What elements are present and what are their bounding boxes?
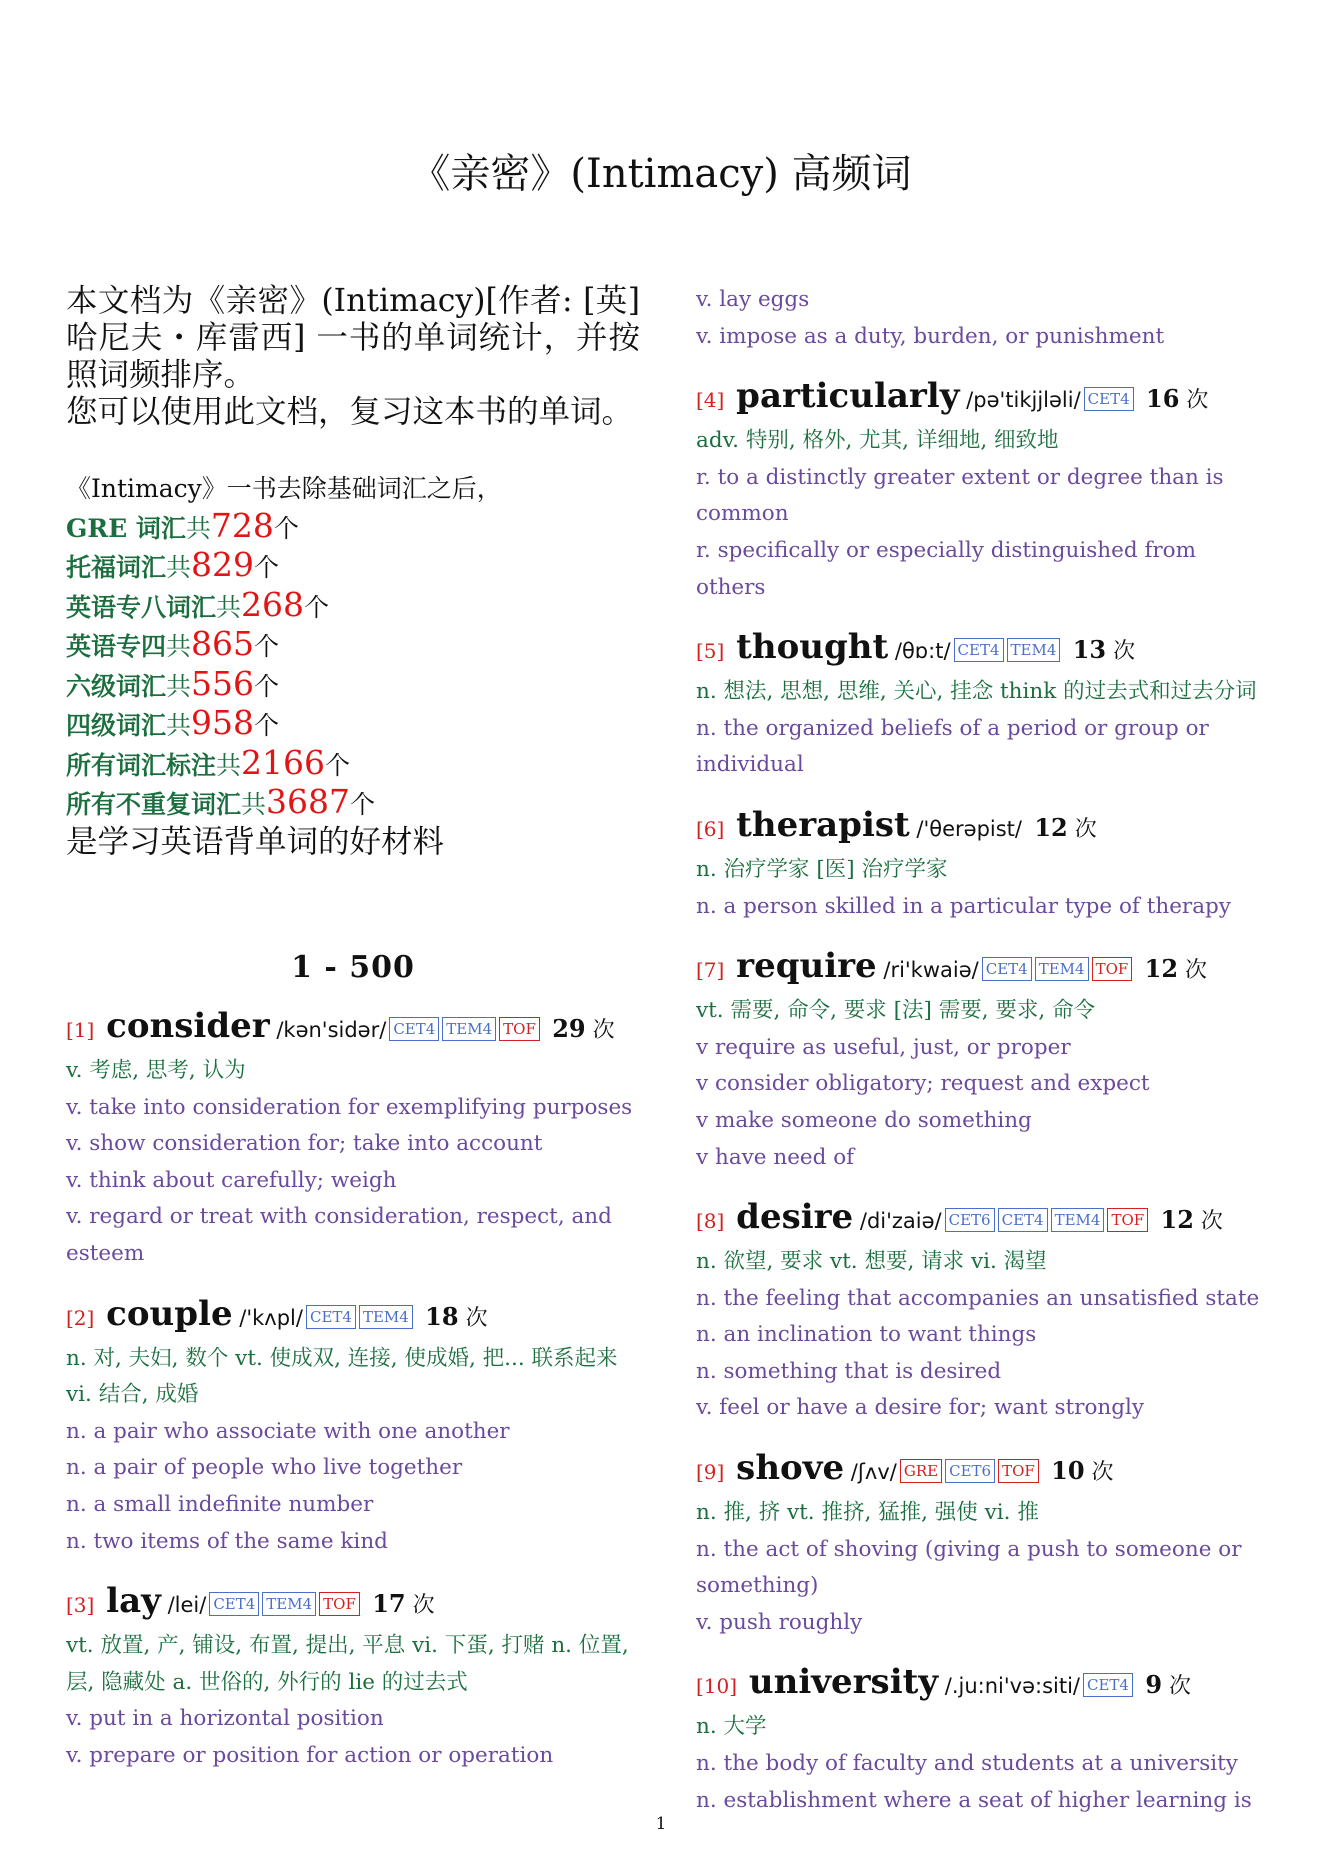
entry-word: therapist xyxy=(724,804,910,845)
entry-head xyxy=(696,1196,1270,1244)
definition-cn: vt. 放置, 产, 铺设, 布置, 提出, 平息 vi. 下蛋, 打赌 n. 位置, 层, 隐藏处 a. 世俗的, 外行的 lie 的过去式 xyxy=(66,1633,629,1695)
definition-cn: n. 治疗学家 [医] 治疗学家 xyxy=(696,856,948,882)
entry-word: desire xyxy=(724,1197,854,1238)
definition-cn: vt. 需要, 命令, 要求 [法] 需要, 要求, 命令 xyxy=(696,998,1096,1024)
entry-head xyxy=(696,375,1270,423)
stat-row xyxy=(66,663,640,706)
stat-unit: 个 xyxy=(304,592,330,622)
entry-index: [2] xyxy=(66,1305,95,1330)
definition-en: v consider obligatory; request and expect xyxy=(696,1071,1150,1097)
stats-conclusion: 是学习英语背单词的好材料 xyxy=(66,823,445,860)
exam-tag: CET4 xyxy=(1084,387,1134,411)
exam-tag: TOF xyxy=(998,1459,1039,1483)
stat-gong: 共 xyxy=(216,750,242,780)
intro xyxy=(66,283,640,431)
exam-tag: CET4 xyxy=(389,1017,439,1041)
exam-tag: TEM4 xyxy=(1035,957,1089,981)
entry-count: 18 xyxy=(416,1301,459,1331)
stat-count: 958 xyxy=(191,703,255,742)
stats-rows xyxy=(66,505,640,824)
entry-count: 29 xyxy=(543,1014,586,1043)
exam-tag: TEM4 xyxy=(262,1592,316,1616)
definition-en: v. lay eggs xyxy=(696,287,810,312)
entry-head xyxy=(66,1293,640,1341)
stat-label: 四级词汇 xyxy=(66,711,167,740)
exam-tag: TEM4 xyxy=(1007,638,1061,662)
exam-tag: CET4 xyxy=(209,1592,259,1616)
stat-count: 3687 xyxy=(266,782,351,821)
exam-tag: TEM4 xyxy=(359,1305,413,1329)
entry-head xyxy=(66,1580,640,1628)
entry-phonetic: /.ju:ni'və:siti/ xyxy=(938,1674,1080,1699)
exam-tag: GRE xyxy=(900,1459,942,1483)
entry-head xyxy=(696,1661,1270,1709)
definition-en: n. establishment where a seat of higher learning is xyxy=(696,1787,1252,1813)
entry-word: require xyxy=(724,946,877,987)
intro-line-1: 本文档为《亲密》(Intimacy)[作者: [英] 哈尼夫・库雷西] 一书的单词统计，并按照词频排序。 xyxy=(66,283,640,393)
entry-count: 12 xyxy=(1136,954,1179,984)
definition-en: v. put in a horizontal position xyxy=(66,1706,384,1732)
entry-count-unit: 次 xyxy=(405,1593,435,1619)
exam-tag: TEM4 xyxy=(1051,1208,1105,1232)
stat-unit: 个 xyxy=(254,553,280,582)
entry-count: 12 xyxy=(1025,812,1068,842)
definition-en: v. push roughly xyxy=(696,1609,863,1635)
definition-en: n. the body of faculty and students at a university xyxy=(696,1751,1238,1777)
exam-tag: CET4 xyxy=(998,1208,1048,1232)
definition-en: n. the act of shoving (giving a push to someone or something) xyxy=(696,1536,1242,1599)
stat-gong: 共 xyxy=(166,671,192,701)
stat-label: 托福词汇 xyxy=(66,553,167,582)
entry-count-unit: 次 xyxy=(1106,639,1136,665)
stat-row xyxy=(66,626,640,666)
entry-count-unit: 次 xyxy=(1067,816,1097,842)
exam-tag: TOF xyxy=(499,1017,540,1041)
stat-count: 2166 xyxy=(241,742,326,782)
entry-word: particularly xyxy=(724,376,960,417)
entry-count: 12 xyxy=(1152,1205,1194,1235)
right-column xyxy=(696,282,1270,1819)
intro-line-2: 您可以使用此文档，复习这本书的单词。 xyxy=(66,394,634,430)
entry-word: couple xyxy=(94,1293,233,1334)
exam-tag: CET4 xyxy=(1083,1673,1133,1697)
entry-head xyxy=(66,1005,640,1053)
stat-unit: 个 xyxy=(254,632,280,661)
stat-row xyxy=(66,547,640,587)
entry-head xyxy=(696,626,1270,674)
entry-count: 13 xyxy=(1064,635,1107,665)
definition-en: n. a person skilled in a particular type of therapy xyxy=(696,893,1231,919)
stat-unit: 个 xyxy=(254,671,280,701)
definition-en: v. take into consideration for exemplifying purposes xyxy=(66,1094,633,1120)
exam-tag: CET4 xyxy=(306,1305,356,1329)
stat-gong: 共 xyxy=(185,513,211,543)
word-entry xyxy=(696,945,1270,1176)
definition-en: v. prepare or position for action or operation xyxy=(66,1742,554,1768)
entry-word: shove xyxy=(724,1448,845,1489)
stat-unit: 个 xyxy=(325,750,351,780)
stat-count: 829 xyxy=(191,545,255,584)
definition-en: r. to a distinctly greater extent or degree than is common xyxy=(696,464,1224,527)
word-entry xyxy=(696,626,1270,784)
stat-label: 英语专八词汇 xyxy=(66,592,217,622)
definition-en: n. two items of the same kind xyxy=(66,1528,388,1554)
word-entry xyxy=(696,1661,1270,1819)
exam-tag: CET6 xyxy=(945,1208,995,1232)
entry-count-unit: 次 xyxy=(585,1018,615,1043)
exam-tag: CET4 xyxy=(982,957,1032,981)
entry-count-unit: 次 xyxy=(458,1305,488,1331)
entry-count: 9 xyxy=(1136,1670,1163,1700)
stat-label: GRE 词汇 xyxy=(66,513,186,543)
entry-index: [8] xyxy=(696,1209,725,1234)
stat-count: 556 xyxy=(191,663,255,703)
word-entry xyxy=(66,1293,640,1561)
stat-label: 所有词汇标注 xyxy=(66,750,217,780)
entry-index: [10] xyxy=(696,1674,738,1699)
definition-en: v have need of xyxy=(696,1144,855,1170)
section-title: 1 - 500 xyxy=(291,950,415,985)
word-entry xyxy=(696,1447,1270,1641)
page-title: 《亲密》(Intimacy) 高频词 xyxy=(410,151,912,197)
word-entry xyxy=(696,282,1270,355)
entry-count-unit: 次 xyxy=(1179,388,1209,414)
stat-unit: 个 xyxy=(350,790,376,819)
entry-count: 17 xyxy=(363,1589,406,1619)
exam-tag: TOF xyxy=(1092,957,1133,981)
definition-en: n. a pair of people who live together xyxy=(66,1455,463,1481)
exam-tag: CET4 xyxy=(954,638,1004,662)
definition-cn: n. 推, 挤 vt. 推挤, 猛推, 强使 vi. 推 xyxy=(696,1500,1039,1526)
definition-en: n. the feeling that accompanies an unsatisfied state xyxy=(696,1285,1260,1311)
definition-cn: n. 大学 xyxy=(696,1714,767,1740)
stat-unit: 个 xyxy=(254,711,280,740)
definition-en: v. regard or treat with consideration, respect, and esteem xyxy=(66,1204,612,1266)
exam-tag: TOF xyxy=(1107,1208,1148,1232)
definition-cn: v. 考虑, 思考, 认为 xyxy=(66,1058,246,1083)
entry-word: thought xyxy=(724,627,889,668)
definition-cn: n. 想法, 思想, 思维, 关心, 挂念 think 的过去式和过去分词 xyxy=(696,679,1257,705)
definition-cn: n. 欲望, 要求 vt. 想要, 请求 vi. 渴望 xyxy=(696,1249,1047,1275)
entry-phonetic: /'θerəpist/ xyxy=(909,816,1022,841)
definition-cn: n. 对, 夫妇, 数个 vt. 使成双, 连接, 使成婚, 把... 联系起来 vi. 结合, 成婚 xyxy=(66,1345,618,1408)
entry-phonetic: /θɒ:t/ xyxy=(888,639,951,664)
stats-block xyxy=(66,471,640,860)
stat-unit: 个 xyxy=(273,513,299,543)
stat-gong: 共 xyxy=(166,711,192,740)
definition-en: v. feel or have a desire for; want strongly xyxy=(696,1395,1145,1421)
entry-head xyxy=(696,945,1270,993)
entry-count: 16 xyxy=(1137,384,1180,414)
definition-en: n. the organized beliefs of a period or group or individual xyxy=(696,715,1209,778)
entry-count: 10 xyxy=(1042,1456,1085,1486)
entries-right xyxy=(696,282,1270,1819)
entry-head xyxy=(696,1447,1270,1495)
entry-count-unit: 次 xyxy=(1084,1460,1114,1486)
stat-row xyxy=(66,584,640,627)
definition-en: n. an inclination to want things xyxy=(696,1322,1037,1348)
exam-tag: TOF xyxy=(319,1592,360,1616)
stat-count: 268 xyxy=(241,584,305,624)
stat-row xyxy=(66,705,640,745)
definition-en: v make someone do something xyxy=(696,1107,1032,1133)
entry-count-unit: 次 xyxy=(1193,1209,1223,1235)
stat-label: 所有不重复词汇 xyxy=(66,790,242,819)
stat-row xyxy=(66,742,640,785)
stat-count: 865 xyxy=(191,624,255,663)
definition-en: v. show consideration for; take into account xyxy=(66,1131,543,1157)
entry-phonetic: /ri'kwaiə/ xyxy=(876,958,979,983)
stat-row xyxy=(66,784,640,824)
page-number: 1 xyxy=(655,1814,667,1834)
entry-word: lay xyxy=(94,1581,161,1622)
exam-tag: TEM4 xyxy=(442,1017,496,1041)
word-entry xyxy=(66,1580,640,1774)
entry-index: [3] xyxy=(66,1593,95,1618)
entry-index: [1] xyxy=(66,1018,95,1042)
entry-phonetic: /kən'sidər/ xyxy=(269,1018,387,1042)
word-entry xyxy=(696,804,1270,925)
stat-gong: 共 xyxy=(166,553,192,582)
stats-intro: 《Intimacy》一书去除基础词汇之后， xyxy=(66,474,502,503)
stat-gong: 共 xyxy=(166,632,192,661)
definition-en: v require as useful, just, or proper xyxy=(696,1034,1071,1060)
stat-count: 728 xyxy=(210,505,274,545)
entry-index: [6] xyxy=(696,816,725,841)
stat-gong: 共 xyxy=(216,592,242,622)
entry-index: [9] xyxy=(696,1460,725,1485)
stat-label: 英语专四 xyxy=(66,632,167,661)
entry-phonetic: /ʃʌv/ xyxy=(844,1460,897,1485)
definition-en: n. a pair who associate with one another xyxy=(66,1418,510,1444)
word-entry xyxy=(66,1005,640,1273)
entry-phonetic: /pə'tikjjləli/ xyxy=(959,388,1081,413)
definition-en: r. specifically or especially distinguished from others xyxy=(696,537,1197,600)
entry-index: [5] xyxy=(696,639,725,664)
entry-count-unit: 次 xyxy=(1162,1674,1192,1700)
definition-cn: adv. 特别, 格外, 尤其, 详细地, 细致地 xyxy=(696,428,1059,454)
definition-en: v. impose as a duty, burden, or punishment xyxy=(696,323,1165,349)
entry-phonetic: /'kʌpl/ xyxy=(232,1305,303,1330)
entries-left xyxy=(66,1005,640,1775)
word-entry xyxy=(696,1196,1270,1427)
entry-word: university xyxy=(737,1662,939,1703)
entry-word: consider xyxy=(94,1006,270,1046)
definition-en: v. think about carefully; weigh xyxy=(66,1167,397,1193)
entry-phonetic: /di'zaiə/ xyxy=(853,1209,942,1234)
word-entry xyxy=(696,375,1270,606)
left-column xyxy=(66,283,640,1775)
entry-head xyxy=(696,804,1270,852)
stat-gong: 共 xyxy=(241,790,267,819)
entry-count-unit: 次 xyxy=(1178,958,1208,984)
stat-label: 六级词汇 xyxy=(66,671,167,701)
definition-en: n. a small indefinite number xyxy=(66,1491,374,1517)
definition-en: n. something that is desired xyxy=(696,1358,1002,1384)
exam-tag: CET6 xyxy=(945,1459,995,1483)
stat-row xyxy=(66,505,640,548)
entry-index: [4] xyxy=(696,388,725,413)
entry-phonetic: /lei/ xyxy=(160,1593,207,1618)
entry-index: [7] xyxy=(696,958,725,983)
